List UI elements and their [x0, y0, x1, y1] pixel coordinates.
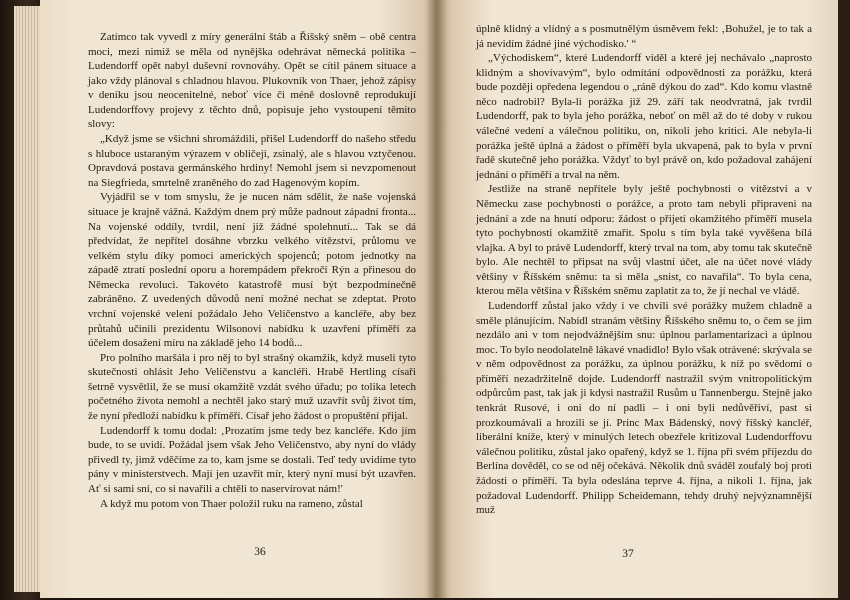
- paragraph: Ludendorff zůstal jako vždy i ve chvíli své porážky mužem chladně a směle plánujícím. Nabídl stranám většiny Říšského sněmu to, o čem se jim nezdálo ani v tom nejodvážnějším snu: úplnou parlamentarizaci a úplnou moc. To bylo neodolatelně lákavé vnadidlo! Bylo však otrávené: skrývala se v něm odpovědnost za porážku, za úplnou porážku, k níž po svědomí o příměří nezadržitelně dojde. Ludendorff nastražil svým vnitropolitickým odpůrcům past, tak jak ji kdysi nastražil Rusům u Tannenbergu. Stejně jako tenkrát Rusové, i oni do ní padli – i oni byli nedůvěřiví, past si prozkoumávali a hrozili se jí. Princ Max Bádenský, nový říšský kancléř, liberální kníže, který v minulých letech obezřele kritizoval Ludendorffovu válečnou politiku, zůstal jako opařený, když se 1. října při svém příjezdu do Berlína dověděl, co se od něj očekává. Několik dnů sváděl zoufalý boj proti žádosti o příměří. Ta byla odeslána teprve 4. října, a nikoli 1. října, jak požadoval Ludendorff. Philipp Scheidemann, tehdy druhý nejvýznamnější muž: [476, 299, 812, 517]
- left-page-text: [88, 30, 416, 511]
- paragraph: Vyjádřil se v tom smyslu, že je nucen nám sdělit, že naše vojenská situace je krajně vážná. Každým dnem prý může padnout západní fronta... Na vojenské oddíly, tvrdil, není již žádné spolehnutí... Tak se dá předvídat, že nepřítel dosáhne vbrzku velkého vítězství, průlomu ve velkém stylu díky pomoci amerických spojenců; potom jednotky na západě ztratí poslední oporu a horempádem překročí Rýn a přinesou do Německa revoluci. Takovéto katastrofě musí být bezpodmínečně zabráněno. Z uvedených důvodů není možné nechat se zdeptat. Proto vrchní vojenské velení požádalo Jeho Veličenstvo a kancléře, aby bez průtahů učinili prezidentu Wilsonovi nabídku k uzavření příměří za účelem dosažení míru na základě jeho 14 bodů...: [88, 191, 416, 350]
- paragraph: Pro polního maršála i pro něj to byl strašný okamžik, když museli tyto skutečnosti ohlásit Jeho Veličenstvu a kancléři. Hrabě Hertling císaři šetrně vysvětlil, že se musí okamžitě vzdát svého úřadu; po tolika letech početného života nemohl a nechtěl jako starý muž uzavřít svůj život tím, že nyní předloží nabídku k příměří. Císař jeho žádost o propuštění přijal.: [88, 351, 416, 423]
- paragraph: A když mu potom von Thaer položil ruku na rameno, zůstal: [100, 497, 363, 510]
- right-page: [436, 0, 838, 598]
- paragraph: Ludendorff k tomu dodal: ‚Prozatím jsme tedy bez kancléře. Kdo jím bude, to se uvidí. Požádal jsem však Jeho Veličenstvo, aby nyní do vlády přivedl ty, jimž vděčíme za to, kam jsme se dostali. Teď tedy uvidíme tyto pány v ministerstvech. Mají jen uzavřít mír, který nyní musí být uzavřen. Ať si sami sní, co si navařili a chtěli to naservírovat nám!': [88, 424, 416, 495]
- page-number: 36: [254, 546, 266, 558]
- paragraph: Zatímco tak vyvedl z míry generální štáb a Říšský sněm – obě centra moci, mezi nimiž se měla od nynějška odehrávat německá politika – Ludendorff opět nabyl duševní rovnováhy. Opět se cítil pánem situace a jako vždy plánoval s chladnou hlavou. Plukovník von Thaer, jehož zápisy v deníku jsou neocenitelné, neboť více či méně doslovně reprodukují Ludendorffovy projevy z těchto dnů, popisuje jeho vystoupení těmito slovy:: [88, 31, 416, 131]
- paragraph: úplně klidný a vlídný a s posmutnělým úsměvem řekl: ‚Bohužel, je to tak a já nevidím žádné jiné východisko.' “: [476, 23, 812, 50]
- paragraph: Jestliže na straně nepřítele byly ještě pochybnosti o vítězství a v Německu zase pochybnosti o porážce, a proto tam nebyli připraveni na jednání a zde na hnutí odporu: žádost o přijetí okamžitého příměří musela tyto pochybnosti okamžitě zmařit. Spolu s tím byla také vyvěšena bílá vlajka. A byl to právě Ludendorff, který trval na tom, aby tomu tak skutečně bylo. Ale nechtěl to připsat na svůj vlastní účet, ale na účet nové vlády většiny v Říšském sněmu: ta si měla „snist, co navařila“. To byla cena, kterou měla většina v Říšském sněmu zaplatit za to, že jí nechal ve vládě.: [476, 183, 812, 298]
- paragraph: „Když jsme se všichni shromáždili, přišel Ludendorff do našeho středu s hluboce ustaraným výrazem v obličeji, zsinalý, ale s hlavou vztyčenou. Opravdová postava germánského hrdiny! Nemohl jsem si nevzpomenout na Siegfrieda, smrtelně zraněného do zad Hagenovým kopím.: [88, 133, 416, 189]
- paragraph: „Východiskem“, které Ludendorff viděl a které jej nechávalo „naprosto klidným a shovívavým“, bylo odmítání odpovědnosti za porážku, která bude později opředena legendou o „ráně dýkou do zad“. Kdo komu vlastně něco nadrobil? Byla-li porážka již 29. září tak neodvratná, jak tvrdil Ludendorff, pak to byla jeho porážka, neboť on měl až do té doby v rukou válečné vedení a válečnou politiku, on, nikoli jeho kritici. Ale nebyla-li porážka ještě úplná a žádost o příměří byla ukvapená, pak to byla v první řadě skutečně jeho porážka. Vždyť to byl právě on, kdo požadoval zahájení jednání o příměří a trval na něm.: [476, 52, 812, 181]
- left-page: [40, 0, 436, 598]
- page-number: 37: [622, 548, 634, 560]
- right-page-text: [476, 22, 812, 518]
